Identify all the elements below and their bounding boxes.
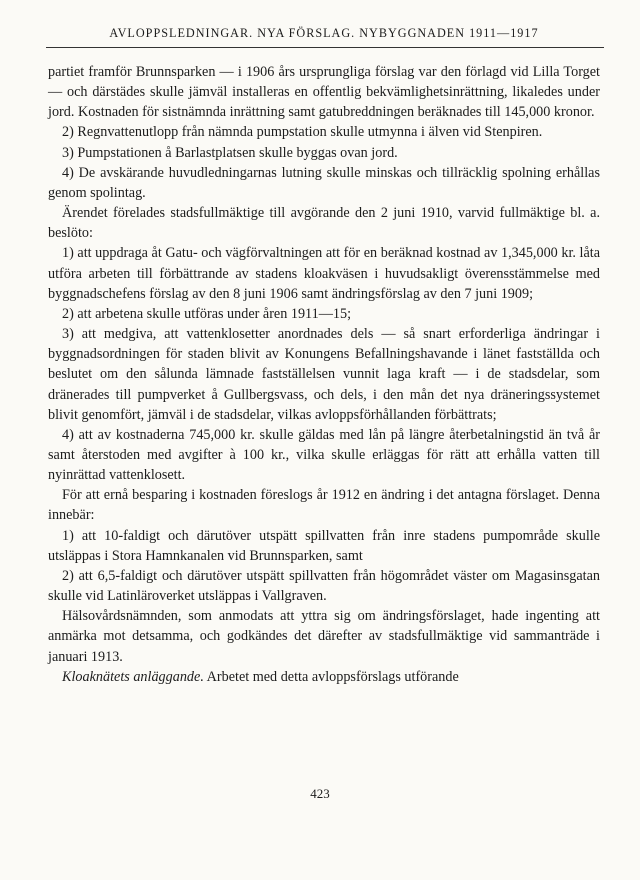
list-item-4-huvudledningar: 4) De avskärande huvudledningarnas lutning skulle minskas och tillräcklig spolning erhållas genom spolintag. xyxy=(48,164,600,201)
paragraph-arendet: Ärendet förelades stadsfullmäktige till avgörande den 2 juni 1910, varvid fullmäktige bl. a. beslöto: xyxy=(48,205,600,242)
list-item-2-regnvattenutlopp: 2) Regnvattenutlopp från nämnda pumpstation skulle utmynna i älven vid Stenpiren. xyxy=(62,124,543,141)
amendment-item-1: 1) att 10-faldigt och därutöver utspätt spillvatten från inre stadens pumpområde skulle utsläppas i Stora Hamnkanalen vid Brunnsparken, samt xyxy=(48,527,600,564)
section-text: Arbetet med detta avloppsförslags utförande xyxy=(203,668,459,685)
resolution-item-3: 3) att medgiva, att vattenklosetter anordnades dels — så snart erforderliga ändringar i byggnadsordningen för staden blivit av Konungens Befallningshavande i länet fastställda och beslutet om den sålunda lämnade fastställelsen vunnit laga kraft — i de stadsdelar, som dränerades till pumpverket å Gullbergsvass, och dels, i den mån det nya dräneringssystemet blivit genomfört, jämväl i de stadsdelar, vilkas avloppsförhållanden förbättrats; xyxy=(48,326,600,423)
section-run-in-heading: Kloaknätets anläggande. xyxy=(62,668,204,685)
paragraph-besparing: För att ernå besparing i kostnaden föreslogs år 1912 en ändring i det antagna förslaget. Denna innebär: xyxy=(48,487,600,524)
page-number: 423 xyxy=(310,786,330,801)
paragraph-kloaknatet xyxy=(48,667,600,687)
resolution-item-4: 4) att av kostnaderna 745,000 kr. skulle gäldas med lån på längre återbetalningstid än två år samt återstoden med avgifter à 100 kr., vilka skulle erläggas för rätt att erhålla vatten till nyinrättad vattenklosett. xyxy=(48,426,600,484)
body-text xyxy=(48,62,600,687)
amendment-item-2: 2) att 6,5-faldigt och därutöver utspätt spillvatten från högområdet väster om Magasinsgatan skulle vid Latinläroverket utsläppas i Vallgraven. xyxy=(48,567,600,605)
paragraph-halsovardsnamnden: Hälsovårdsnämnden, som anmodats att yttra sig om ändringsförslaget, hade ingenting att anmärka mot detsamma, och godkändes det därefter av stadsfullmäktige vid sammanträde i januari 1913. xyxy=(48,608,600,665)
header-rule xyxy=(46,47,604,48)
list-item-3-pumpstationen: 3) Pumpstationen å Barlastplatsen skulle byggas ovan jord. xyxy=(62,144,398,161)
paragraph-continuation: partiet framför Brunnsparken — i 1906 års ursprungliga förslag var den förlagd vid Lilla Torget — och därstädes skulle jämväl installeras en offentlig bekvämlighetsinrättning, likaledes under jord. Kostnaden för sistnämnda inrättning samt gatubreddningen beräknades till 145,000 kronor. xyxy=(48,64,600,121)
resolution-item-1: 1) att uppdraga åt Gatu- och vägförvaltningen att för en beräknad kostnad av 1,345,000 kr. låta utföra arbeten till förbättrande av stadens kloakväsen i huvudsakligt överensstämmelse med byggnadschefens förslag av den 8 juni 1906 samt ändringsförslag av den 7 juni 1909; xyxy=(48,245,600,302)
resolution-item-2: 2) att arbetena skulle utföras under åren 1911—15; xyxy=(62,305,352,322)
running-header: AVLOPPSLEDNINGAR. NYA FÖRSLAG. NYBYGGNADEN 1911—1917 xyxy=(109,26,539,40)
